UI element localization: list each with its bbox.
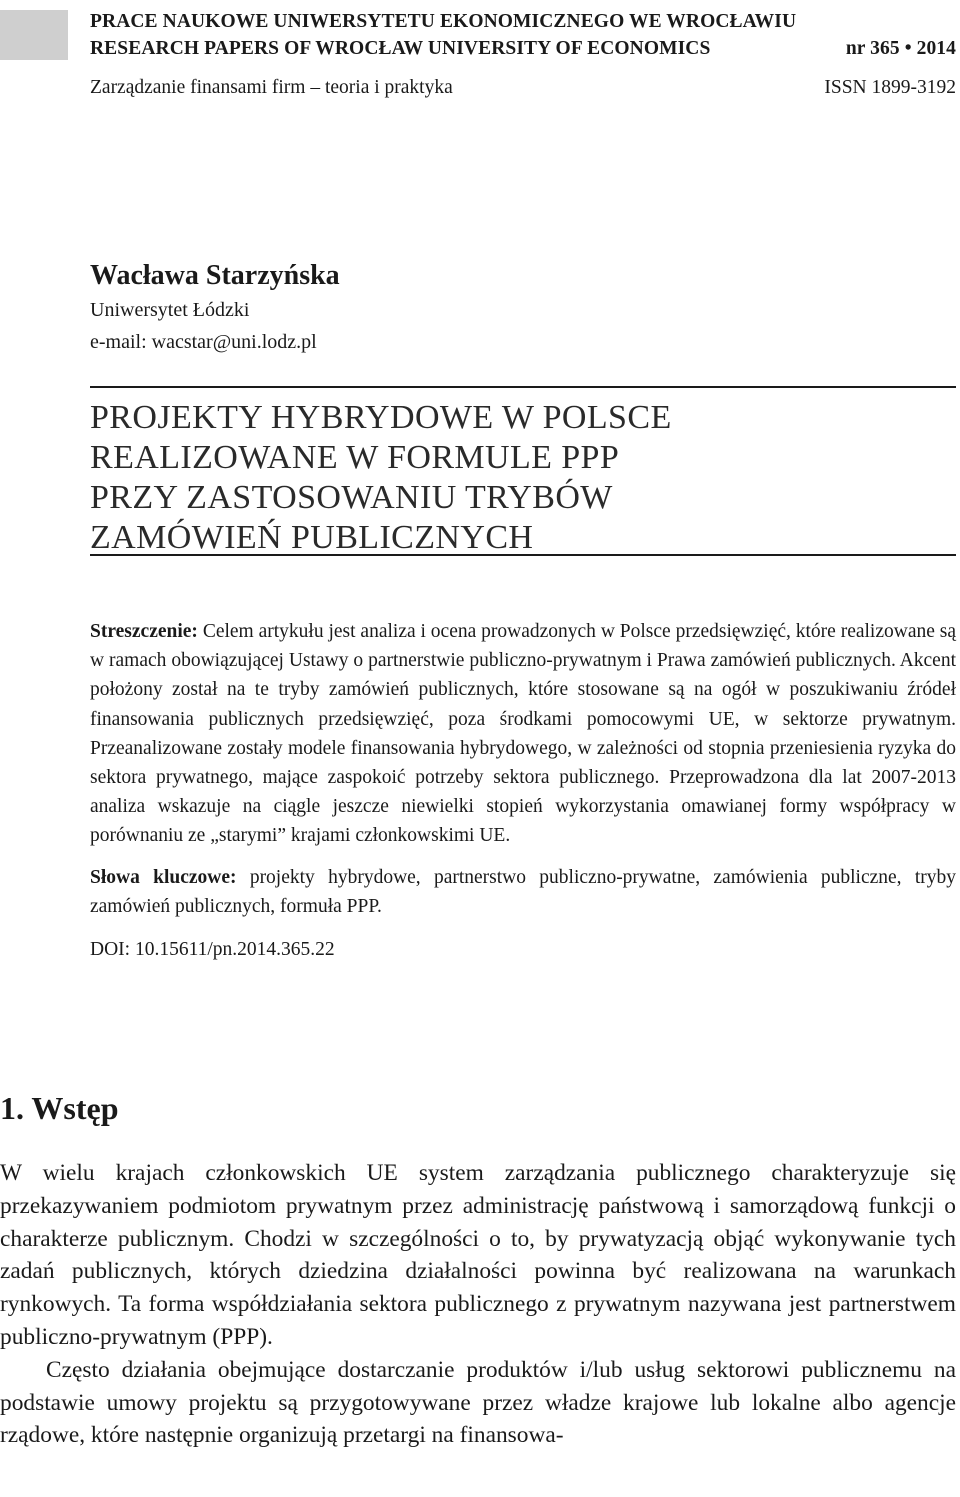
abstract	[90, 617, 956, 851]
doi: DOI: 10.15611/pn.2014.365.22	[90, 939, 335, 961]
journal-name-en-row	[90, 35, 956, 62]
keywords-text: projekty hybrydowe, partnerstwo publiczno-prywatne, zamówienia publiczne, tryby zamówień publicznych, formuła PPP.	[90, 866, 956, 917]
abstract-label: Streszczenie:	[90, 621, 198, 642]
title-line: ZAMÓWIEŃ PUBLICZNYCH	[90, 519, 534, 556]
section-body	[0, 1157, 956, 1452]
author-name: Wacława Starzyńska	[90, 260, 340, 291]
title-bottom-rule	[90, 554, 956, 556]
author-block	[90, 258, 340, 358]
journal-header	[90, 8, 956, 62]
journal-name-en: RESEARCH PAPERS OF WROCŁAW UNIVERSITY OF ECONOMICS	[90, 38, 711, 59]
title-line: REALIZOWANE W FORMULE PPP	[90, 439, 620, 476]
author-affiliation: Uniwersytet Łódzki	[90, 299, 250, 321]
title-line: PRZY ZASTOSOWANIU TRYBÓW	[90, 479, 613, 516]
journal-name-pl: PRACE NAUKOWE UNIWERSYTETU EKONOMICZNEGO WE WROCŁAWIU	[90, 11, 797, 32]
series-title: Zarządzanie finansami firm – teoria i praktyka	[90, 77, 453, 98]
body-paragraph: W wielu krajach członkowskich UE system zarządzania publicznego charakteryzuje się przekazywaniem podmiotom prywatnym przez administrację państwową i samorządową funkcji o charakterze publicznym. Chodzi w szczególności o to, by prywatyzacją objąć wykonywanie tych zadań publicznych, których dziedzina działalności powinna być realizowana na warunkach rynkowych. Ta forma współdziałania sektora publicznego z prywatnym nazywana jest partnerstwem publiczno-prywatnym (PPP).	[0, 1160, 956, 1350]
paper-title	[90, 398, 956, 558]
abstract-section	[90, 617, 956, 964]
keywords	[90, 863, 956, 921]
section-heading: 1. Wstęp	[0, 1090, 119, 1126]
title-top-rule	[90, 386, 956, 388]
author-email: e-mail: wacstar@uni.lodz.pl	[90, 331, 317, 353]
body-paragraph: Często działania obejmujące dostarczanie produktów i/lub usług sektorowi publicznemu na podstawie umowy projektu są przygotowywane przez władze krajowe lub lokalne albo agencje rządowe, które następnie organizują przetargi na finansowa-	[0, 1356, 956, 1449]
abstract-text: Celem artykułu jest analiza i ocena prowadzonych w Polsce przedsięwzięć, które realizowane są w ramach obowiązującej Ustawy o partnerstwie publiczno-prywatnym i Prawa zamówień publicznych. Akcent położony został na te tryby zamówień publicznych, które stosowane są na ogół w poszukiwaniu źródeł finansowania publicznych przedsięwzięć, poza środkami pomocowymi UE, w sektorze prywatnym. Przeanalizowane zostały modele finansowania hybrydowego, w zależności od stopnia przeniesienia ryzyka do sektora prywatnego, mające zaspokoić potrzeby sektora publicznego. Przeprowadzona dla lat 2007-2013 analiza wskazuje na ciągle jeszcze niewielki stopień wykorzystania omawianej formy współpracy w porównaniu ze „starymi” krajami członkowskimi UE.	[90, 621, 957, 847]
issue-number: nr 365 • 2014	[845, 38, 956, 59]
series-row	[90, 76, 956, 100]
keywords-label: Słowa kluczowe:	[90, 866, 237, 888]
title-line: PROJEKTY HYBRYDOWE W POLSCE	[90, 399, 672, 436]
header-gray-block	[0, 10, 68, 60]
issn: ISSN 1899-3192	[824, 77, 956, 98]
